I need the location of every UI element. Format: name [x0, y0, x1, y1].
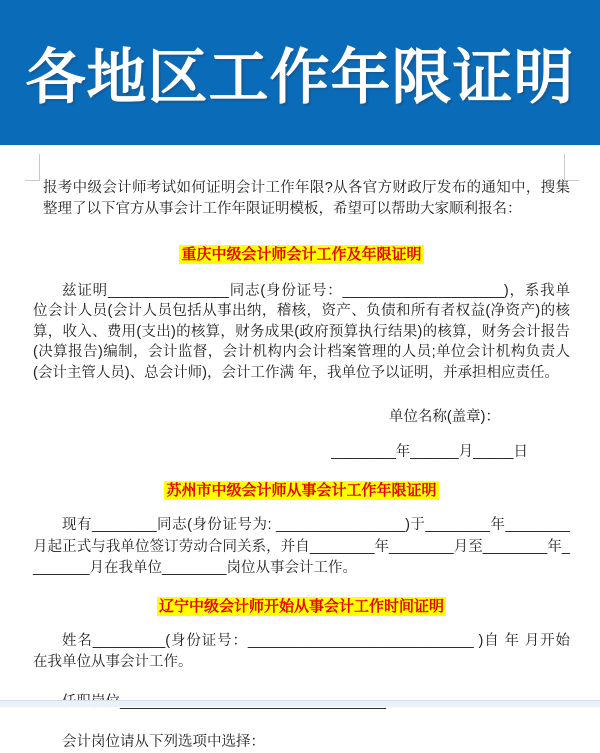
suzhou-certificate-paragraph: 现有________同志(身份证号为: ________________)于________年________月起正式与我单位签订劳动合同关系，并自________年________月至________年________月在我单位________岗位从事会计工作。 [33, 517, 570, 577]
margin-crop-mark-left [25, 154, 40, 181]
section-title-liaoning [33, 596, 570, 618]
date-blank-line: ________年______月_____日 [331, 444, 528, 461]
section-title-highlight: 苏州市中级会计师从事会计工作年限证明 [166, 481, 437, 499]
section-title-highlight: 重庆中级会计师会计工作及年限证明 [181, 246, 422, 264]
choose-position-label: 会计岗位请从下列选项中选择： [62, 734, 265, 751]
margin-crop-mark-right [564, 154, 579, 181]
section-title-highlight: 辽宁中级会计师开始从事会计工作时间证明 [158, 597, 444, 615]
chongqing-certificate-paragraph: 兹证明_______________同志(身份证号：____________________)，系我单位会计人员(会计人员包括从事出纳，稽核，资产、负债和所有者权益(净资产)的核算，收入、费用(支出)的核算，财务成果(政府预算执行结果)的核算，财务会计报告(决算报告)编制，会计监督，会计机构内会计档案管理的人员;单位会计机构负责人(会计主管人员)、总会计师)，会计工作满 年，我单位予以证明，并承担相应责任。 [33, 282, 570, 382]
unit-name-seal-label: 单位名称(盖章)： [388, 408, 500, 425]
section-title-chongqing [33, 244, 570, 266]
page-banner [0, 0, 600, 145]
intro-paragraph: 报考中级会计师考试如何证明会计工作年限?从各官方财政厅发布的通知中，搜集整理了以下官方从事会计工作年限证明模板，希望可以帮助大家顺利报名： [43, 180, 570, 217]
liaoning-certificate-paragraph: 姓名_________(身份证号：____________________________ )自 年 月开始在我单位从事会计工作。 [33, 633, 570, 670]
section-title-suzhou [33, 480, 570, 502]
document-page [0, 178, 600, 753]
bottom-strip [0, 700, 600, 707]
banner-title: 各地区工作年限证明 [25, 43, 575, 111]
